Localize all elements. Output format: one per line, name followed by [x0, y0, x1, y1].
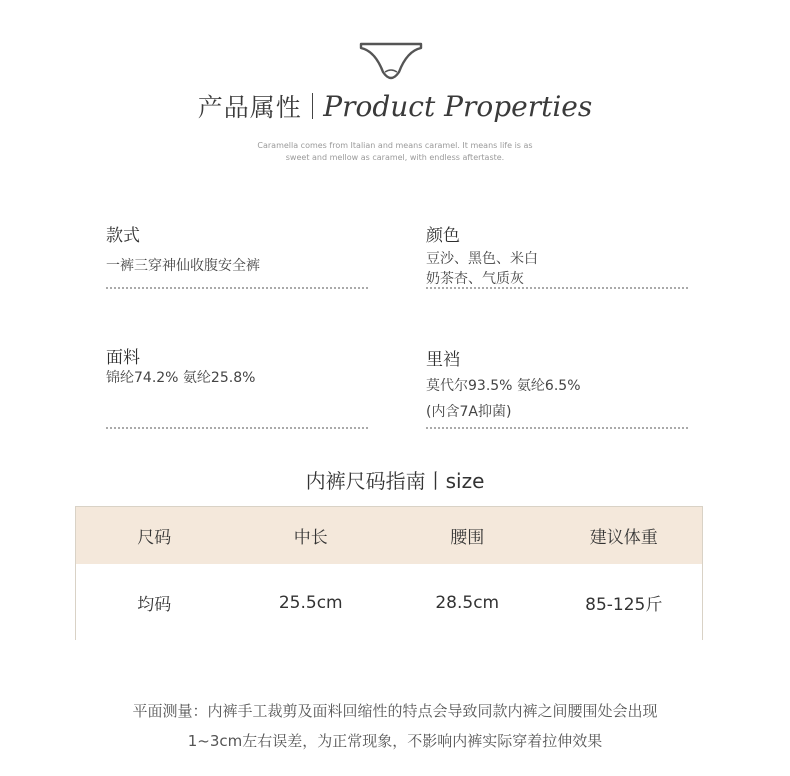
divider-dotted: [106, 427, 368, 429]
column-header: 建议体重: [589, 528, 658, 548]
divider-dotted: [426, 287, 688, 289]
property-color: [426, 221, 688, 289]
tagline-line-1: Caramella comes from Italian and means caramel. It means life is as: [257, 141, 533, 150]
property-crotch: [426, 345, 688, 422]
tagline: [0, 140, 790, 164]
size-table: [75, 506, 703, 640]
property-value: 一裤三穿神仙收腹安全裤: [106, 258, 260, 274]
property-value: 锦纶74.2% 氨纶25.8%: [106, 370, 256, 386]
table-row: [76, 564, 702, 641]
property-label: 里裆: [426, 350, 460, 370]
divider-dotted: [106, 287, 368, 289]
column-header: 尺码: [137, 528, 172, 548]
property-value-line-2: (内含7A抑菌): [426, 404, 512, 420]
property-value-line-2: 奶茶杏、气质灰: [426, 271, 524, 287]
table-cell: 28.5cm: [435, 592, 500, 613]
table-cell: 85-125斤: [585, 595, 663, 615]
property-fabric: [106, 343, 368, 388]
property-label: 面料: [106, 348, 140, 368]
title-chinese: 产品属性: [197, 93, 302, 122]
property-label: 款式: [106, 226, 140, 246]
title-divider: [312, 93, 314, 119]
table-cell: 均码: [137, 595, 172, 615]
title-english: Product Properties: [323, 89, 593, 123]
column-header: 中长: [293, 528, 328, 548]
measurement-note-line-2: 1~3cm左右误差，为正常现象，不影响内裤实际穿着拉伸效果: [187, 732, 603, 750]
table-cell: 25.5cm: [278, 592, 343, 613]
property-value-line-1: 豆沙、黑色、米白: [426, 251, 538, 267]
column-header: 腰围: [450, 528, 485, 548]
underwear-icon: [355, 38, 427, 82]
section-title: [0, 88, 790, 124]
tagline-line-2: sweet and mellow as caramel, with endless aftertaste.: [285, 153, 505, 162]
divider-dotted: [426, 427, 688, 429]
measurement-note-line-1: 平面测量：内裤手工裁剪及面料回缩性的特点会导致同款内裤之间腰围处会出现: [132, 702, 658, 720]
property-value-line-1: 莫代尔93.5% 氨纶6.5%: [426, 378, 581, 394]
property-label: 颜色: [426, 226, 460, 246]
size-guide-title: 内裤尺码指南丨size: [305, 469, 485, 493]
table-header: [76, 507, 702, 564]
property-style: [106, 221, 368, 276]
